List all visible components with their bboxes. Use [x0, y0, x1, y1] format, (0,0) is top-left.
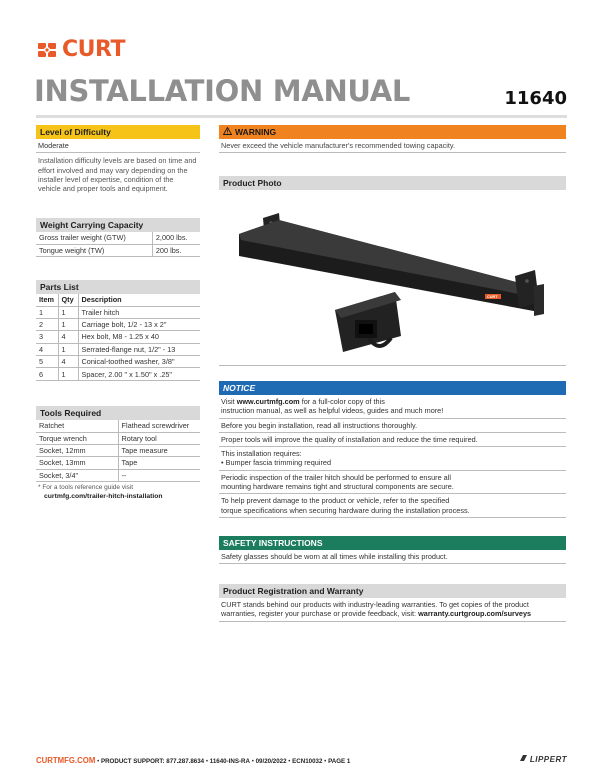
part-item: 6 — [36, 368, 58, 380]
table-row — [36, 469, 200, 481]
tools-table — [36, 420, 200, 482]
tool-name: Socket, 12mm — [36, 444, 118, 456]
table-row — [36, 318, 200, 330]
footer-separator: • — [249, 758, 256, 765]
table-row — [36, 368, 200, 380]
warning-section — [219, 125, 566, 153]
notice-item: Proper tools will improve the quality of installation and reduce the time required. — [219, 433, 566, 447]
table-row — [36, 457, 200, 469]
footer-page: PAGE 1 — [328, 758, 351, 765]
column-header: Qty — [58, 294, 78, 306]
difficulty-description: Installation difficulty levels are based on time and effort involved and may vary depending on the installer level of expertise, condition of the vehicle and proper tools and equipment. — [38, 156, 197, 194]
footer-separator: • — [204, 758, 210, 765]
part-item: 5 — [36, 356, 58, 368]
left-column — [36, 125, 200, 500]
footer-date: 09/20/2022 — [255, 758, 287, 765]
curt-logo — [36, 37, 125, 61]
lippert-logo — [519, 754, 567, 764]
table-header-row — [36, 294, 200, 306]
parts-section — [36, 280, 200, 381]
warning-heading-bar — [219, 125, 566, 139]
tool-name: Ratchet — [36, 420, 118, 432]
footer-doc-number: 11640-INS-RA — [209, 758, 250, 765]
tools-note: * For a tools reference guide visit — [38, 484, 134, 491]
warranty-link[interactable]: warranty.curtgroup.com/surveys — [418, 609, 532, 619]
part-qty: 1 — [58, 343, 78, 355]
weight-label: Gross trailer weight (GTW) — [36, 232, 152, 244]
table-row — [36, 343, 200, 355]
part-item: 2 — [36, 318, 58, 330]
footer-support: PRODUCT SUPPORT: 877.287.8634 — [100, 758, 205, 765]
footer-site-link[interactable]: CURTMFG.COM — [36, 756, 96, 765]
safety-text: Safety glasses should be worn at all times while installing this product. — [219, 550, 566, 564]
weight-value: 200 lbs. — [152, 244, 200, 256]
tools-reference-link[interactable]: curtmfg.com/trailer-hitch-installation — [44, 492, 163, 500]
notice-visit — [219, 395, 566, 419]
weight-label: Tongue weight (TW) — [36, 244, 152, 256]
footer — [36, 756, 350, 765]
notice-requires-item: • Bumper fascia trimming required — [221, 458, 332, 468]
part-description: Trailer hitch — [78, 306, 200, 318]
notice-visit-suffix: for a full-color copy of this — [299, 397, 385, 406]
notice-prevent-line: To help prevent damage to the product or vehicle, refer to the specified — [221, 496, 450, 506]
registration-section — [219, 584, 566, 622]
tool-name: -- — [118, 469, 200, 481]
tool-name: Socket, 3/4" — [36, 469, 118, 481]
notice-visit-prefix: Visit — [221, 397, 237, 406]
registration-text — [219, 598, 566, 622]
part-qty: 4 — [58, 356, 78, 368]
registration-heading: Product Registration and Warranty — [219, 584, 566, 598]
table-row — [36, 244, 200, 256]
weight-value: 2,000 lbs. — [152, 232, 200, 244]
weight-heading: Weight Carrying Capacity — [36, 218, 200, 232]
column-header: Item — [36, 294, 58, 306]
notice-visit-line2: instruction manual, as well as helpful videos, guides and much more! — [221, 406, 444, 416]
column-header: Description — [78, 294, 200, 306]
safety-heading: SAFETY INSTRUCTIONS — [219, 536, 566, 550]
part-item: 3 — [36, 331, 58, 343]
part-qty: 1 — [58, 368, 78, 380]
notice-requirements — [219, 447, 566, 471]
tool-name: Rotary tool — [118, 432, 200, 444]
notice-prevent-line: torque specifications when securing hardware during the installation process. — [221, 505, 470, 515]
warning-heading: WARNING — [235, 126, 277, 137]
table-row — [36, 444, 200, 456]
part-description: Spacer, 2.00 " x 1.50" x .25" — [78, 368, 200, 380]
tools-heading: Tools Required — [36, 406, 200, 420]
notice-item: Before you begin installation, read all instructions thoroughly. — [219, 419, 566, 433]
lippert-name: LIPPERT — [529, 755, 567, 764]
notice-section — [219, 381, 566, 518]
warning-text: Never exceed the vehicle manufacturer's recommended towing capacity. — [219, 139, 566, 153]
hitch-label: CURT — [487, 295, 498, 300]
notice-periodic-line: mounting hardware remains tight and structural components are secure. — [221, 482, 454, 492]
trailer-hitch-image — [219, 190, 566, 366]
table-row — [36, 331, 200, 343]
part-qty: 4 — [58, 331, 78, 343]
warning-triangle-icon — [223, 127, 232, 138]
table-row — [36, 232, 200, 244]
part-item: 4 — [36, 343, 58, 355]
tool-name: Torque wrench — [36, 432, 118, 444]
footer-separator: • — [322, 758, 329, 765]
parts-heading: Parts List — [36, 280, 200, 294]
difficulty-section — [36, 125, 200, 193]
tool-name: Tape — [118, 457, 200, 469]
registration-line: CURT stands behind our products with industry-leading warranties. To get copies of the product — [221, 600, 529, 609]
part-number: 11640 — [504, 88, 567, 109]
title-divider — [36, 115, 567, 118]
registration-line: warranties, register your purchase or provide feedback, visit: — [221, 609, 419, 619]
weight-table — [36, 232, 200, 257]
product-photo — [219, 190, 566, 366]
safety-section — [219, 536, 566, 564]
brand-name: CURT — [62, 36, 125, 62]
tool-name: Tape measure — [118, 444, 200, 456]
part-qty: 1 — [58, 318, 78, 330]
weight-section — [36, 218, 200, 257]
table-row — [36, 356, 200, 368]
notice-periodic — [219, 471, 566, 495]
notice-heading: NOTICE — [219, 381, 566, 395]
photo-section — [219, 176, 566, 366]
footer-ecn: ECN10032 — [292, 758, 323, 765]
photo-heading: Product Photo — [219, 176, 566, 190]
part-description: Hex bolt, M8 - 1.25 x 40 — [78, 331, 200, 343]
tools-section — [36, 406, 200, 501]
tool-name: Flathead screwdriver — [118, 420, 200, 432]
footer-separator: • — [286, 758, 293, 765]
notice-periodic-line: Periodic inspection of the trailer hitch should be performed to ensure all — [221, 472, 451, 482]
page-title: INSTALLATION MANUAL — [34, 74, 411, 108]
lippert-mark-icon — [519, 754, 528, 764]
notice-prevent — [219, 494, 566, 518]
notice-requires-label: This installation requires: — [221, 449, 302, 459]
difficulty-heading: Level of Difficulty — [36, 125, 200, 139]
part-item: 1 — [36, 306, 58, 318]
tool-name: Socket, 13mm — [36, 457, 118, 469]
curt-logo-mark-icon — [36, 38, 58, 60]
table-row — [36, 306, 200, 318]
curtmfg-link[interactable]: www.curtmfg.com — [236, 397, 300, 406]
footer-separator: • — [95, 758, 101, 765]
part-qty: 1 — [58, 306, 78, 318]
parts-table — [36, 294, 200, 381]
difficulty-level: Moderate — [36, 139, 200, 153]
part-description: Serrated-flange nut, 1/2" - 13 — [78, 343, 200, 355]
part-description: Carriage bolt, 1/2 - 13 x 2" — [78, 318, 200, 330]
table-row — [36, 420, 200, 432]
right-column — [219, 125, 566, 619]
part-description: Conical-toothed washer, 3/8" — [78, 356, 200, 368]
table-row — [36, 432, 200, 444]
